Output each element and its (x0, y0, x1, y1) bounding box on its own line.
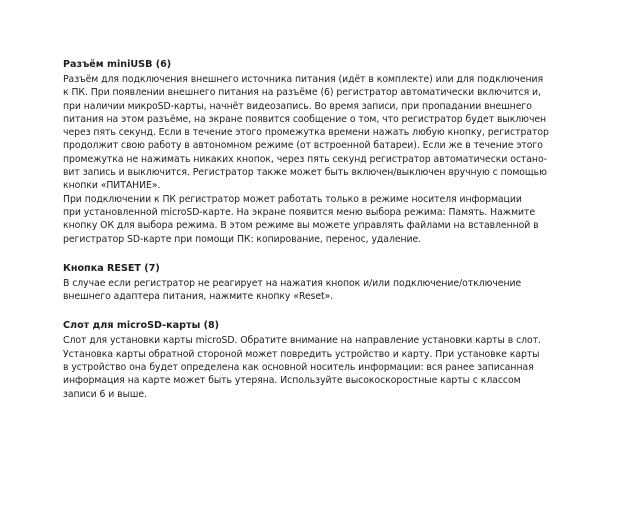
paragraph-line: В случае если регистратор не реагирует на нажатия кнопок и/или подключение/отключение (63, 277, 522, 289)
paragraph-line: в устройство она будет определена как основной носитель информации: вся ранее записанная (63, 362, 534, 374)
section-heading: Слот для microSD-карты (8) (63, 320, 220, 332)
paragraph-line: питания на этом разъёме, на экране появится сообщение о том, что регистратор будет выключен (63, 113, 547, 125)
section-heading: Кнопка RESET (7) (63, 262, 160, 274)
paragraph-line: кнопку ОК для выбора режима. В этом режиме вы можете управлять файлами на вставленной в (63, 220, 539, 232)
paragraph-line: записи 6 и выше. (63, 388, 147, 400)
paragraph-line: вит запись и выключится. Регистратор также может быть включен/выключен вручную с помощью (63, 167, 547, 179)
paragraph-line: при установленной microSD-карте. На экране появится меню выбора режима: Память. Нажмите (63, 206, 536, 218)
paragraph-line: кнопки «ПИТАНИЕ». (63, 180, 161, 192)
paragraph-line: информация на карте может быть утеряна. Используйте высокоскоростные карты с классом (63, 375, 521, 387)
paragraph-line: при наличии микроSD-карты, начнёт видеозапись. Во время записи, при пропадании внешнего (63, 100, 532, 112)
paragraph-line: Разъём для подключения внешнего источника питания (идёт в комплекте) или для подключения (63, 74, 544, 85)
paragraph-line: промежутка не нажимать никаких кнопок, через пять секунд регистратор автоматически остано- (63, 153, 547, 165)
section-reset (63, 262, 563, 304)
paragraph-line: При подключении к ПК регистратор может работать только в режиме носителя информации (63, 193, 522, 205)
paragraph-line: Установка карты обратной стороной может повредить устройство и карту. При установке карты (63, 348, 540, 360)
paragraph-line: регистратор SD-карте при помощи ПК: копирование, перенос, удаление. (63, 233, 422, 245)
paragraph-line: через пять секунд. Если в течение этого промежутка времени нажать любую кнопку, регистратор (63, 127, 549, 139)
section-heading: Разъём miniUSB (6) (63, 59, 172, 70)
paragraph-line: внешнего адаптера питания, нажмите кнопку «Reset». (63, 291, 334, 303)
section-microsd-slot (63, 319, 563, 400)
section-miniusb (63, 58, 563, 246)
document-page (63, 58, 563, 417)
paragraph-line: Слот для установки карты microSD. Обратите внимание на направление установки карты в слот. (63, 335, 541, 347)
paragraph-line: к ПК. При появлении внешнего питания на разъёме (6) регистратор автоматически включится и, (63, 87, 541, 99)
paragraph-line: продолжит свою работу в автономном режиме (от встроенной батареи). Если же в течение этого (63, 140, 543, 152)
